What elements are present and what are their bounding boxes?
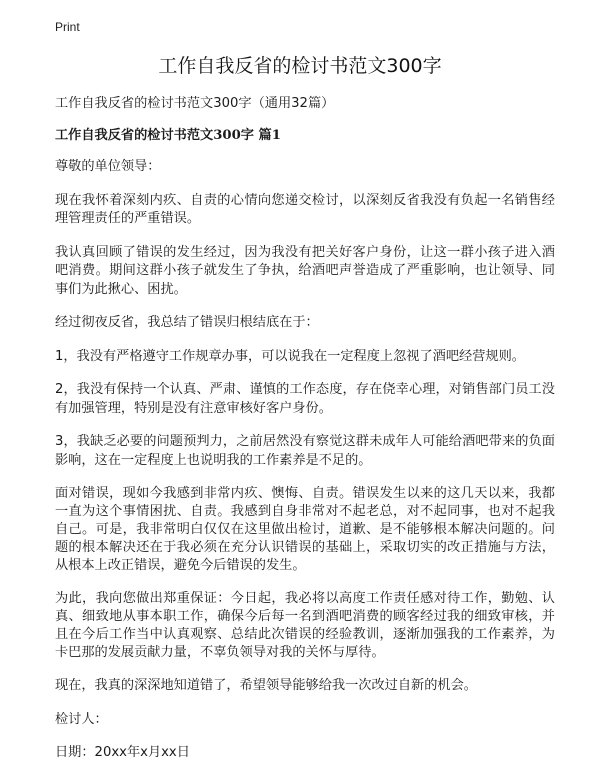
paragraph-reflection: 面对错误，现如今我感到非常内疚、懊悔、自责。错误发生以来的这几天以来，我都一直为这个事情困扰、自责。我感到自身非常对不起老总，对不起同事，也对不起我自己。可是，我非常明白仅仅在这里做出检讨，道歉、是不能够根本解决问题的。问题的根本解决还在于我必须在充分认识错误的基础上，采取切实的改正措施与方法，从根本上改正错误，避免今后错误的发生。	[55, 486, 555, 573]
signature-line: 检讨人：	[55, 711, 108, 727]
paragraph-point-1: 1，我没有严格遵守工作规章办事，可以说我在一定程度上忽视了酒吧经营规则。	[55, 348, 525, 364]
paragraph-point-3: 3，我缺乏必要的问题预判力，之前居然没有察觉这群未成年人可能给酒吧带来的负面影响，这在一定程度上也说明我的工作素养是不足的。	[55, 434, 555, 468]
salutation: 尊敬的单位领导：	[55, 159, 161, 174]
paragraph-review: 我认真回顾了错误的发生经过，因为我没有把关好客户身份，让这一群小孩子进入酒吧消费。期间这群小孩子就发生了争执，给酒吧声誉造成了严重影响，也让领导、同事们为此揪心、困扰。	[55, 244, 555, 297]
document-body	[55, 96, 555, 778]
paragraph-pledge: 为此，我向您做出郑重保证：今日起，我必将以高度工作责任感对待工作，勤勉、认真、细致地从事本职工作，确保今后每一名到酒吧消费的顾客经过我的细致审核，并且在今后工作当中认真观察、总结此次错误的经验教训，逐渐加强我的工作素养，为卡巴那的发展贡献力量，不辜负领导对我的关怀与厚待。	[55, 591, 555, 660]
document-title: 工作自我反省的检讨书范文300字	[158, 55, 442, 77]
document-subtitle: 工作自我反省的检讨书范文300字（通用32篇）	[55, 96, 335, 111]
date-line: 日期：20xx年x月xx日	[55, 745, 190, 760]
paragraph-closing: 现在，我真的深深地知道错了，希望领导能够给我一次改过自新的机会。	[55, 678, 477, 693]
paragraph-summary-lead: 经过彻夜反省，我总结了错误归根结底在于：	[55, 315, 319, 330]
print-link[interactable]: Print	[55, 20, 80, 34]
paragraph-intro: 现在我怀着深刻内疚、自责的心情向您递交检讨，以深刻反省我没有负起一名销售经理管理责任的严重错误。	[55, 192, 555, 226]
paragraph-point-2: 2，我没有保持一个认真、严肃、谨慎的工作态度，存在侥幸心理，对销售部门员工没有加强管理，特别是没有注意审核好客户身份。	[55, 382, 555, 416]
section-heading: 工作自我反省的检讨书范文300字 篇1	[55, 128, 281, 143]
